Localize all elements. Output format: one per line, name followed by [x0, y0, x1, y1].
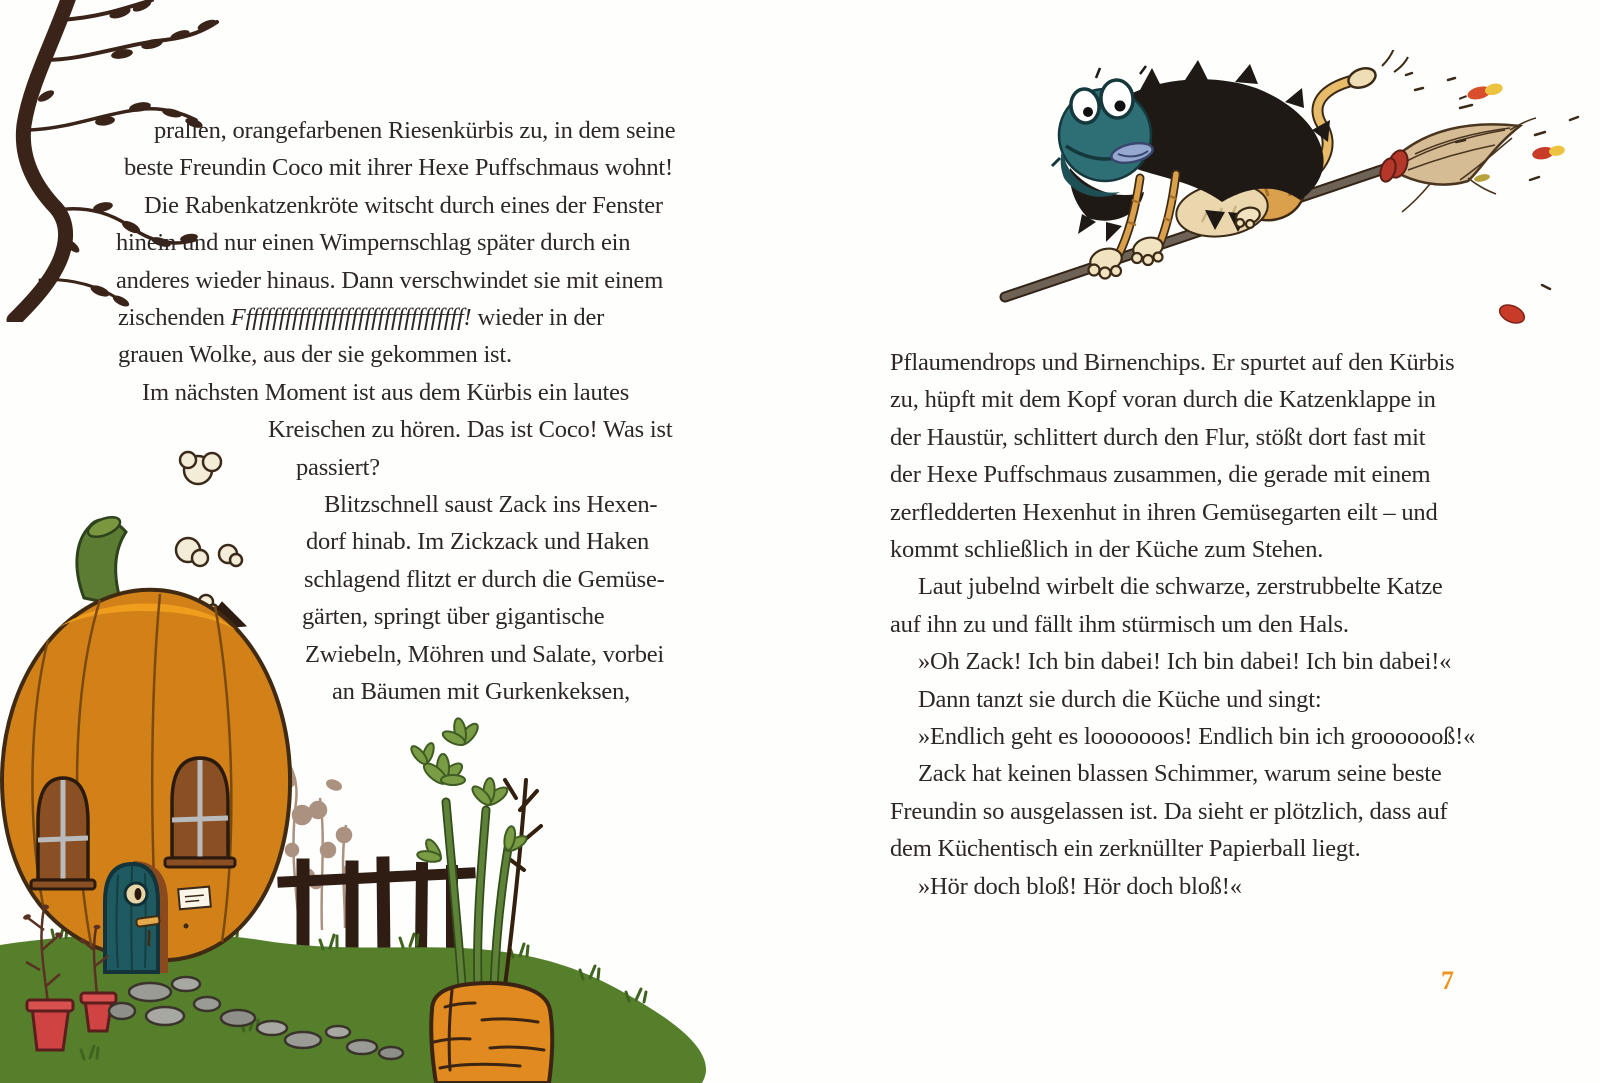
creature-right-eye — [1099, 79, 1134, 120]
text-line: Pflaumendrops und Birnenchips. Er spurtet auf den Kürbis — [890, 349, 1455, 376]
text-line: Blitzschnell saust Zack ins Hexen- — [324, 491, 658, 519]
text-line: dorf hinab. Im Zickzack und Haken — [306, 528, 650, 556]
text-line: auf ihn zu und fällt ihm stürmisch um den Hals. — [890, 610, 1349, 638]
hissing-sound-text: Ffffffffffffffffffffffffffffffffff! — [230, 304, 472, 332]
text-line: beste Freundin Coco mit ihrer Hexe Puffschmaus wohnt! — [124, 154, 673, 182]
text-line: grauen Wolke, aus der sie gekommen ist. — [118, 341, 512, 369]
text-line: Laut jubelnd wirbelt die schwarze, zerstrubbelte Katze — [918, 573, 1443, 601]
text-line: Zack hat keinen blassen Schimmer, warum seine beste — [918, 760, 1442, 788]
text-line: Freundin so ausgelassen ist. Da sieht er plötzlich, dass auf — [890, 797, 1448, 825]
text-line: Im nächsten Moment ist aus dem Kürbis ein lautes — [142, 378, 630, 406]
raven-cat-toad-broomstick-illustration — [990, 50, 1590, 340]
mail-sign — [178, 887, 211, 910]
text-line: zerfledderten Hexenhut in ihren Gemüsegarten eilt – und — [890, 498, 1438, 526]
text-line: der Haustür, schlittert durch den Flur, stößt dort fast mit — [890, 423, 1426, 451]
garden-fence — [283, 863, 470, 960]
text-line: der Hexe Puffschmaus zusammen, die gerade mit einem — [890, 461, 1431, 489]
text-segment: wieder in der — [471, 304, 605, 332]
left-page-text — [116, 112, 675, 711]
text-line: passiert? — [296, 453, 380, 481]
text-line: schlagend flitzt er durch die Gemüse- — [304, 565, 665, 593]
text-line: kommt schließlich in der Küche zum Stehen. — [890, 536, 1324, 564]
text-line: prallen, orangefarbenen Riesenkürbis zu, in dem seine — [154, 117, 676, 144]
text-line: »Oh Zack! Ich bin dabei! Ich bin dabei! Ich bin dabei!« — [918, 648, 1452, 676]
right-page-text — [890, 344, 1475, 905]
text-line: zu, hüpft mit dem Kopf voran durch die Katzenklappe in — [890, 386, 1436, 414]
text-line — [118, 299, 675, 336]
giant-carrot — [409, 717, 553, 1083]
page-number: 7 — [1441, 966, 1454, 995]
text-line: »Endlich geht es looooooos! Endlich bin ich grooooooß!« — [918, 723, 1476, 751]
text-line: gärten, springt über gigantische — [302, 603, 605, 631]
text-line: dem Küchentisch ein zerknüllter Papierball liegt. — [890, 835, 1361, 863]
text-line: anderes wieder hinaus. Dann verschwindet sie mit einem — [116, 266, 664, 294]
text-segment: zischenden — [118, 304, 231, 332]
text-line: an Bäumen mit Gurkenkeksen, — [332, 678, 631, 706]
autumn-leaves — [1406, 73, 1578, 327]
text-line: »Hör doch bloß! Hör doch bloß!« — [918, 872, 1242, 900]
front-door — [105, 864, 163, 973]
text-line: Zwiebeln, Möhren und Salate, vorbei — [305, 640, 665, 668]
right-window — [165, 758, 235, 867]
text-line: hinein und nur einen Wimpernschlag später durch ein — [116, 229, 631, 257]
text-line: Die Rabenkatzenkröte witscht durch eines der Fenster — [144, 191, 663, 219]
text-line: Kreischen zu hören. Das ist Coco! Was ist — [268, 416, 673, 444]
left-window — [31, 778, 95, 889]
text-line: Dann tanzt sie durch die Küche und singt: — [918, 685, 1322, 713]
